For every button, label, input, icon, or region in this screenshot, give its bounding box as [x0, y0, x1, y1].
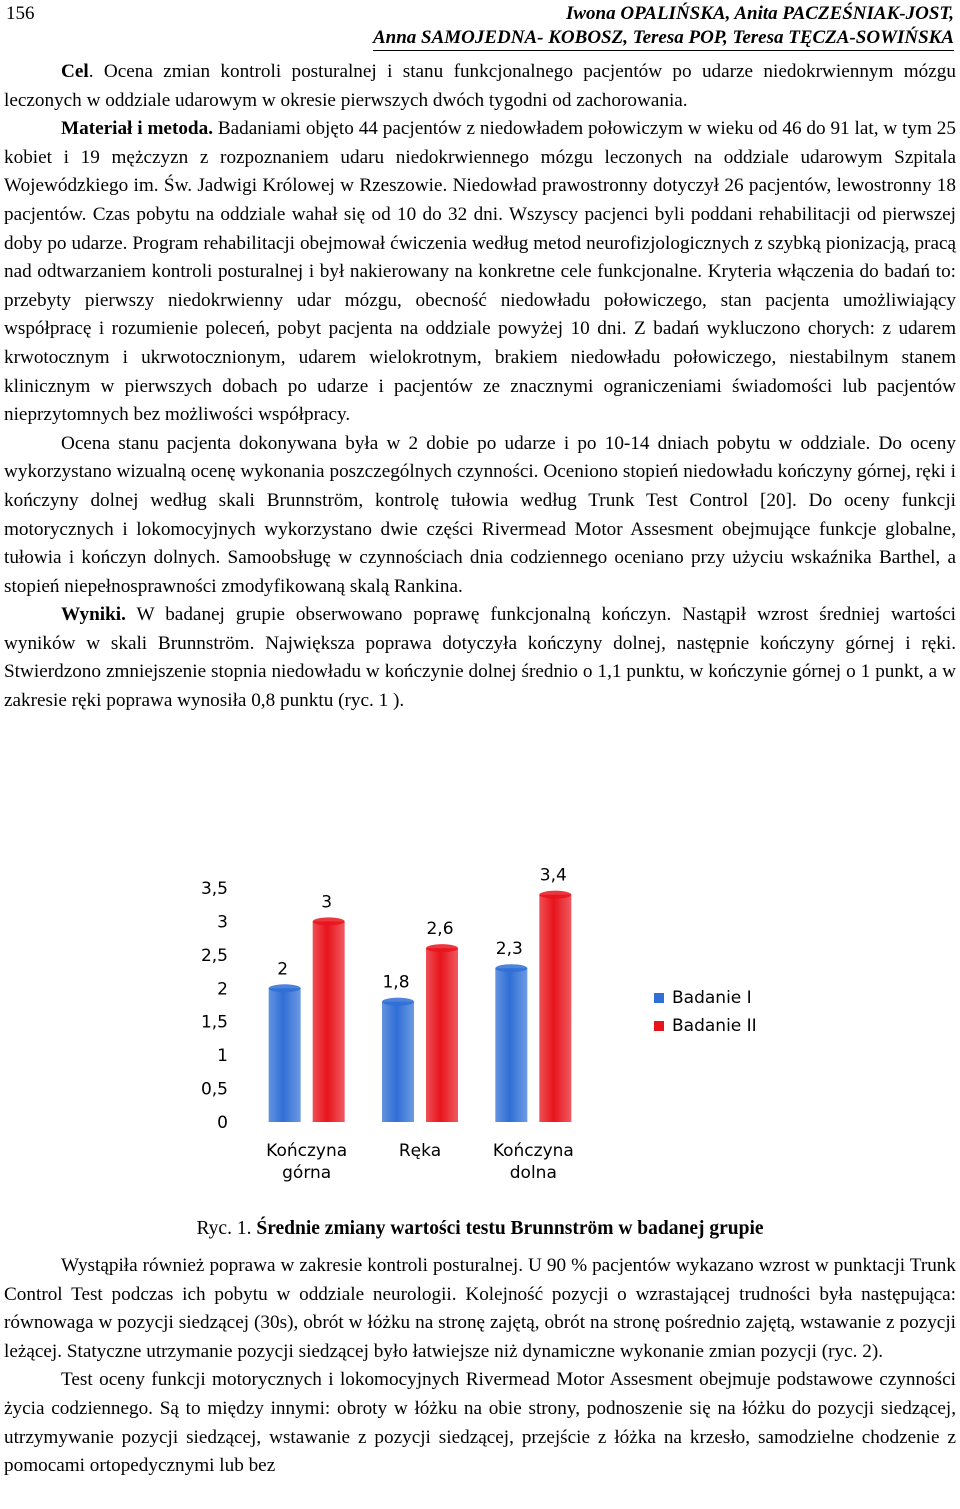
bar-cap — [269, 984, 301, 992]
y-tick-label: 3,5 — [200, 879, 228, 899]
bar-cap — [426, 944, 458, 952]
legend-swatch — [654, 993, 664, 1003]
y-tick-label: 0,5 — [200, 1079, 228, 1100]
results-text: W badanej grupie obserwowano poprawę funkcjonalną kończyn. Nastąpił wzrost średniej wartości wyników w skali Brunnström. Największa poprawa dotyczyła kończyny dolnej, następnie kończyny górnej i ręki. Stwierdzono zmniejszenie stopnia niedowładu w kończynie dolnej średnio o 1,1 punktu, w kończynie górnej o 1 punkt, a w zakresie ręki poprawa wynosiła 0,8 punktu (ryc. 1 ). — [4, 604, 956, 712]
authors-line-2: Anna SAMOJEDNA- KOBOSZ, Teresa POP, Teresa TĘCZA-SOWIŃSKA — [373, 26, 954, 51]
paragraph-postural: Wystąpiła również poprawa w zakresie kontroli posturalnej. U 90 % pacjentów wykazano wzrost w punktacji Trunk Control Test podczas ich pobytu w oddziale neurologii. Kolejność pozycji o wzrastającej trudności była następująca: równowaga w pozycji siedzącej (30s), obrót w łóżku na stronę zajętą, obrót na stronę pośrednio zajętą, wstawanie z pozycji leżącej. Statyczne utrzymanie pozycji siedzącej było łatwiejsze niż dynamiczne wykonanie zmian pozycji (ryc. 2). — [4, 1255, 956, 1362]
y-tick-label: 1 — [217, 1046, 228, 1067]
chart-svg — [180, 862, 800, 1192]
paragraph-aim — [4, 58, 956, 115]
bar-value-label: 2,3 — [495, 939, 523, 960]
category-label: dolna — [509, 1163, 557, 1183]
bar-value-label: 2,6 — [426, 919, 454, 940]
bar-cap — [313, 917, 345, 925]
authors — [6, 2, 954, 51]
legend-label: Badanie I — [672, 988, 752, 1008]
results-label: Wyniki. — [61, 604, 126, 626]
bar-value-label: 2 — [277, 959, 289, 980]
bar-value-label: 3 — [321, 892, 333, 913]
paragraph-results — [4, 601, 956, 715]
bar — [313, 921, 345, 1122]
paragraph-assessment: Ocena stanu pacjenta dokonywana była w 2 dobie po udarze i po 10-14 dniach pobytu w oddziale. Do oceny wykorzystano wizualną ocenę wykonania poszczególnych czynności. Oceniono stopień niedowładu kończyny górnej, ręki i kończyny dolnej według skali Brunnström, kontrolę tułowia według Trunk Test Control [20]. Do oceny funkcji motorycznych i lokomocyjnych wykorzystano dwie części Rivermead Motor Assesment obejmujące funkcje globalne, tułowia i kończyn dolnych. Samoobsługę w czynnościach dnia codziennego oceniano przy użyciu wskaźnika Barthel, a stopień niepełnosprawności zmodyfikowaną skalą Rankina. — [4, 432, 956, 597]
bar — [426, 948, 458, 1122]
figure-caption — [0, 1215, 960, 1243]
category-label: górna — [282, 1163, 332, 1183]
y-tick-label: 1,5 — [200, 1012, 228, 1033]
brunnstrom-bar-chart — [180, 862, 800, 1192]
page-header — [6, 2, 954, 51]
legend-label: Badanie II — [672, 1016, 757, 1036]
bar — [539, 895, 571, 1122]
y-tick-label: 0 — [217, 1113, 228, 1133]
category-label: Ręka — [398, 1141, 442, 1161]
y-tick-label: 2 — [217, 979, 228, 1000]
bar — [382, 1002, 414, 1122]
category-label: Kończyna — [492, 1141, 574, 1161]
methods-text: Badaniami objęto 44 pacjentów z niedowładem połowiczym w wieku od 46 do 91 lat, w tym 25 kobiet i 19 mężczyzn z rozpoznaniem udaru niedokrwiennego mózgu leczonych na oddziale udarowym Szpitala Wojewódzkiego im. Św. Jadwigi Królowej w Rzeszowie. Niedowład prawostronny dotyczył 26 pacjentów, lewostronny 18 pacjentów. Czas pobytu na oddziale wahał się od 10 do 32 dni. Wszyscy pacjenci byli poddani rehabilitacji od pierwszej doby po udarze. Program rehabilitacji obejmował ćwiczenia według metod neurofizjologicznych z szybką pionizacją, pracą nad odtwarzaniem kontroli posturalnej i był nakierowany na konkretne cele funkcjonalne. Kryteria włączenia do badań to: przebyty pierwszy niedokrwienny udar mózgu, obecność niedowładu połowiczego, stan pacjenta umożliwiający współpracę i rozumienie poleceń, pobyt pacjenta na oddziale powyżej 10 dni. Z badań wykluczono chorych: z udarem krwotocznym i ukrwotocznionym, udarem wielokrotnym, brakiem niedowładu połowiczego, niestabilnym stanem klinicznym w pierwszych dobach po udarze i pacjentów ze znacznymi ograniczeniami świadomości lub pacjentów nieprzytomnych bez możliwości współpracy. — [4, 118, 956, 426]
bar-cap — [539, 891, 571, 899]
aim-label: Cel — [61, 61, 89, 82]
bar-cap — [382, 998, 414, 1006]
bar-cap — [495, 964, 527, 972]
aim-text: . Ocena zmian kontroli posturalnej i stanu funkcjonalnego pacjentów po udarze niedokrwiennym mózgu leczonych w oddziale udarowym w okresie pierwszych dwóch tygodni od zachorowania. — [4, 61, 956, 111]
bar — [269, 988, 301, 1122]
bar — [495, 968, 527, 1122]
body-text-bottom — [4, 1252, 956, 1481]
authors-line-1: Iwona OPALIŃSKA, Anita PACZEŚNIAK-JOST, — [565, 3, 954, 24]
y-tick-label: 3 — [217, 912, 228, 933]
paragraph-rivermead: Test oceny funkcji motorycznych i lokomocyjnych Rivermead Motor Assesment obejmuje podstawowe czynności życia codziennego. Są to między innymi: obroty w łóżku na obie strony, podnoszenie się na łóżku do pozycji siedzącej, utrzymywanie pozycji siedzącej, wstawanie z pozycji siedzącej, przejście z łóżka na krzesło, samodzielne chodzenie z pomocami ortopedycznymi lub bez — [4, 1369, 956, 1477]
y-tick-label: 2,5 — [200, 945, 228, 966]
methods-label: Materiał i metoda. — [61, 118, 213, 140]
caption-prefix: Ryc. 1. — [196, 1218, 252, 1239]
paragraph-methods — [4, 115, 956, 430]
category-label: Kończyna — [266, 1141, 348, 1161]
page-number: 156 — [6, 3, 35, 24]
bar-value-label: 1,8 — [382, 972, 410, 993]
bar-value-label: 3,4 — [539, 865, 567, 886]
body-text-top — [4, 58, 956, 716]
caption-title: Średnie zmiany wartości testu Brunnström w badanej grupie — [256, 1218, 764, 1239]
legend-swatch — [654, 1021, 664, 1031]
